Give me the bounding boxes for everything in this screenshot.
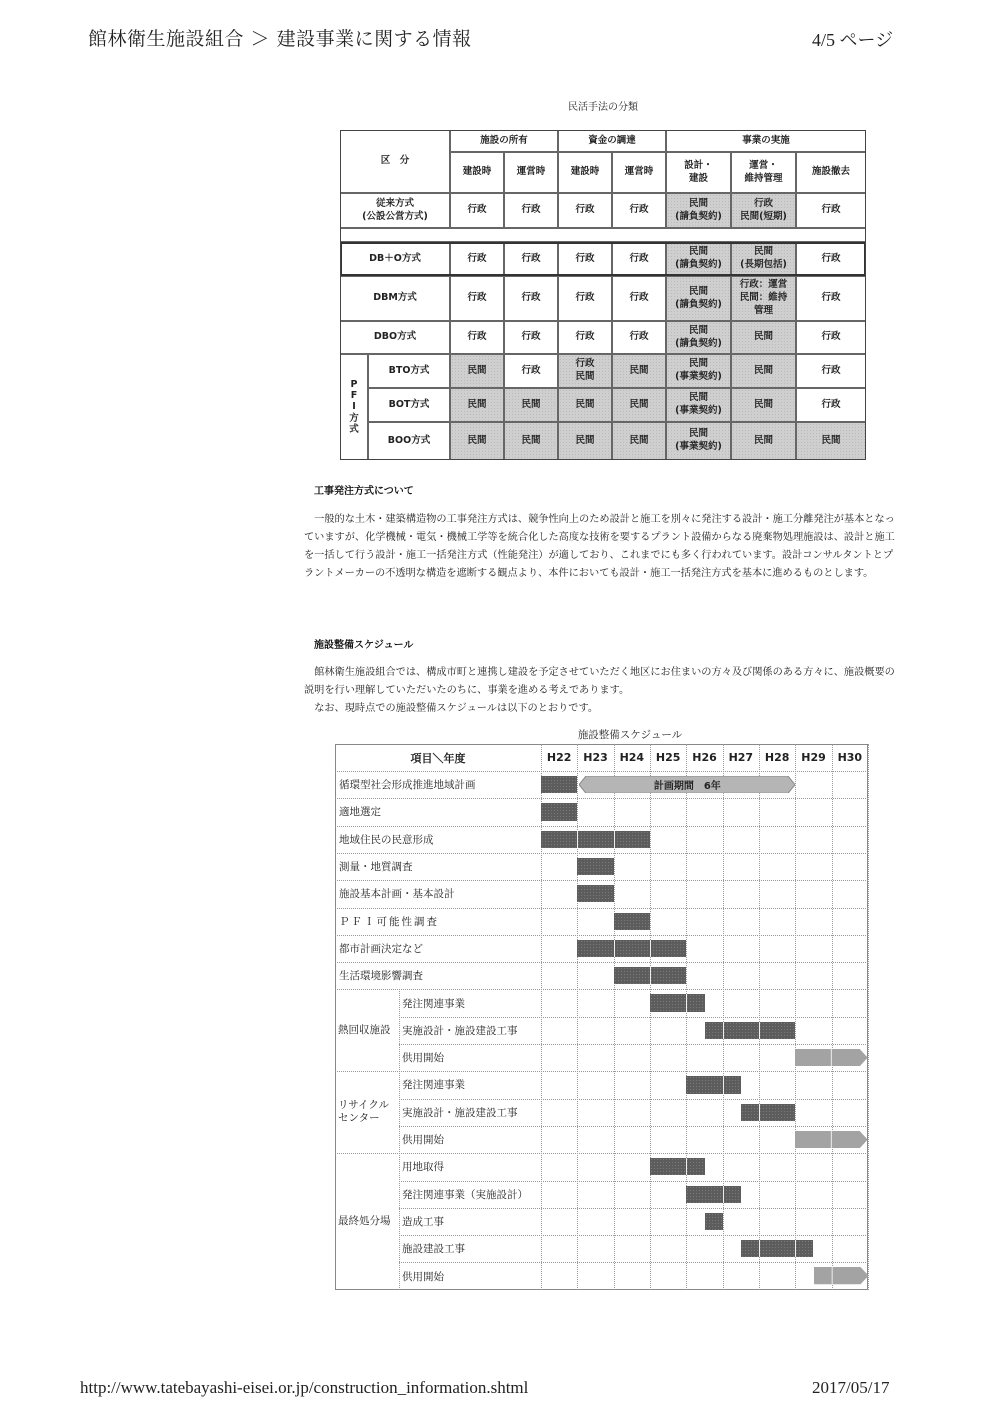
schedule-bar — [650, 1158, 705, 1175]
schedule-bar-arrow — [814, 1267, 869, 1284]
section-title-schedule: 施設整備スケジュール — [314, 640, 414, 651]
schedule-gantt-chart — [335, 744, 868, 1290]
schedule-bar — [705, 1022, 796, 1039]
method-cell: 民間 (請負契約) — [666, 321, 731, 354]
planning-period-label: 計画期間 6年 — [653, 781, 721, 793]
gantt-header-label: 項目＼年度 — [410, 751, 466, 765]
bar-year-separator — [686, 994, 687, 1011]
sub-header: 建設時 — [558, 152, 612, 193]
method-cell: 行政 — [796, 276, 866, 321]
bar-year-separator — [614, 831, 615, 848]
method-cell: 民間 — [731, 354, 796, 388]
method-cell: 行政 — [450, 193, 504, 228]
method-cell: 民間 (請負契約) — [666, 193, 731, 228]
sub-header: 設計・ 建設 — [666, 152, 731, 193]
grid-line-horizontal — [399, 1235, 868, 1236]
bar-year-separator — [759, 1240, 760, 1257]
method-cell: 行政 民間(短期) — [731, 193, 796, 228]
year-tick-label: H22 — [546, 751, 572, 764]
schedule-bar — [614, 913, 650, 930]
method-cell: 民間 (事業契約) — [666, 422, 731, 460]
row-label: 地域住民の民意形成 — [339, 833, 434, 846]
method-cell: 行政 — [504, 276, 558, 321]
method-cell: 行政 — [504, 193, 558, 228]
method-cell: 行政 — [450, 321, 504, 354]
sub-header: 施設撤去 — [796, 152, 866, 193]
row-label: 供用開始 — [402, 1052, 444, 1065]
method-cell: 行政 — [504, 242, 558, 276]
method-cell: 行政 — [450, 242, 504, 276]
bar-year-separator — [759, 1022, 760, 1039]
year-tick-label: H26 — [692, 751, 717, 764]
group-header: 資金の調達 — [558, 130, 666, 152]
schedule-bar — [705, 1213, 723, 1230]
method-cell: 行政 — [612, 276, 666, 321]
classification-caption: 民活手法の分類 — [568, 102, 638, 113]
year-tick-label: H25 — [655, 751, 681, 764]
bar-year-separator — [686, 1158, 687, 1175]
method-cell: 民間 — [796, 422, 866, 460]
method-cell: 行政：運営 民間：維持 管理 — [731, 276, 796, 321]
year-tick-label: H29 — [801, 751, 826, 764]
classification-table — [340, 130, 866, 460]
method-cell: 行政 — [558, 242, 612, 276]
schedule-bar — [741, 1240, 814, 1257]
method-cell: 民間 — [504, 388, 558, 422]
section-title-order-method: 工事発注方式について — [314, 486, 414, 497]
schedule-bar — [614, 967, 687, 984]
bar-year-separator — [723, 1022, 724, 1039]
row-label: 都市計画決定など — [339, 942, 423, 955]
row-label: 造成工事 — [402, 1215, 444, 1228]
schedule-bar — [741, 1104, 796, 1121]
method-cell: 民間 (事業契約) — [666, 354, 731, 388]
method-name: BOT方式 — [368, 388, 450, 422]
year-tick-label: H30 — [837, 751, 863, 764]
method-cell: 行政 民間 — [558, 354, 612, 388]
method-cell: 行政 — [558, 193, 612, 228]
method-cell: 行政 — [796, 354, 866, 388]
year-tick-label: H28 — [764, 751, 790, 764]
schedule-bar — [541, 776, 577, 793]
year-tick-label: H23 — [583, 751, 608, 764]
method-cell: 民間 — [731, 388, 796, 422]
method-cell: 民間 — [558, 422, 612, 460]
method-cell: 民間 (請負契約) — [666, 242, 731, 276]
method-cell: 行政 — [558, 321, 612, 354]
row-label: 発注関連事業 — [402, 1079, 465, 1092]
method-cell: 民間 (長期包括) — [731, 242, 796, 276]
schedule-bar — [686, 1186, 741, 1203]
method-name: BTO方式 — [368, 354, 450, 388]
row-label: 実施設計・施設建設工事 — [402, 1024, 518, 1037]
method-cell: 行政 — [504, 321, 558, 354]
highlight-frame — [340, 242, 866, 276]
row-label: 発注関連事業（実施設計） — [402, 1188, 528, 1201]
row-label: 発注関連事業 — [402, 997, 465, 1010]
bar-year-separator — [650, 967, 651, 984]
schedule-bar — [541, 803, 577, 820]
section-body-order-method: 一般的な土木・建築構造物の工事発注方式は、競争性向上のため設計と施工を別々に発注する設計・施工分離発注が基本となっていますが、化学機械・電気・機械工学等を統合化した高度な技術を要するプラント設備からなる廃棄物処理施設は、設計と施工を一括して行う設計・施工一括発注方式（性能発注）が適しており、これまでにも多く行われています。設計コンサルタントとプラントメーカーの不透明な構造を遮断する観点より、本件においても設計・施工一括発注方式を基本に進めるものとします。 — [304, 514, 895, 579]
schedule-note: なお、現時点での施設整備スケジュールは以下のとおりです。 — [314, 703, 599, 714]
year-tick-label: H27 — [728, 751, 754, 764]
table-gap-row — [340, 228, 866, 242]
method-cell: 行政 — [558, 276, 612, 321]
method-cell: 行政 — [612, 321, 666, 354]
schedule-bar — [577, 940, 686, 957]
method-cell: 民間 — [558, 388, 612, 422]
sub-header: 運営・ 維持管理 — [731, 152, 796, 193]
page-number: 4/5 ページ — [812, 30, 894, 50]
method-cell: 民間 — [450, 354, 504, 388]
method-cell: 行政 — [612, 242, 666, 276]
schedule-bar-arrow — [795, 1049, 868, 1066]
grid-line-horizontal — [335, 798, 868, 799]
method-cell: 行政 — [796, 193, 866, 228]
method-cell: 行政 — [796, 242, 866, 276]
method-name: DBO方式 — [340, 321, 450, 354]
gantt-title: 施設整備スケジュール — [577, 729, 683, 741]
group-header: 施設の所有 — [450, 130, 558, 152]
method-name: BOO方式 — [368, 422, 450, 460]
category-header: 区 分 — [340, 130, 450, 193]
grid-line-horizontal — [335, 853, 868, 854]
bar-year-separator — [650, 940, 651, 957]
row-label: 適地選定 — [339, 806, 381, 819]
schedule-bar — [686, 1076, 741, 1093]
group-header: 事業の実施 — [666, 130, 866, 152]
method-cell: 民間 — [731, 422, 796, 460]
group-label: 最終処分場 — [338, 1214, 391, 1227]
schedule-intro: 館林衛生施設組合では、構成市町と連携し建設を予定させていただく地区にお住まいの方々及び関係のある方々に、施設概要の説明を行い理解していただいたのちに、事業を進める考えであります。 — [304, 667, 895, 696]
row-label: 施設建設工事 — [402, 1243, 465, 1256]
row-label: 生活環境影響調査 — [339, 970, 423, 983]
method-name: 従来方式 (公設公営方式) — [340, 193, 450, 228]
bar-year-separator — [614, 940, 615, 957]
grid-line-horizontal — [399, 1262, 868, 1263]
method-cell: 行政 — [450, 276, 504, 321]
schedule-bar — [577, 885, 613, 902]
grid-line-horizontal — [399, 1044, 868, 1045]
row-label: 供用開始 — [402, 1134, 444, 1147]
method-cell: 行政 — [612, 193, 666, 228]
group-label: リサイクル センター — [338, 1099, 390, 1125]
method-cell: 民間 — [450, 422, 504, 460]
method-cell: 民間 — [612, 388, 666, 422]
schedule-bar — [650, 994, 705, 1011]
bar-year-separator — [723, 1186, 724, 1203]
schedule-bar — [577, 858, 613, 875]
method-cell: 行政 — [796, 388, 866, 422]
footer-date: 2017/05/17 — [812, 1378, 890, 1397]
row-label: ＰＦＩ可能性調査 — [339, 915, 439, 928]
method-cell: 民間 — [450, 388, 504, 422]
row-label: 施設基本計画・基本設計 — [339, 888, 455, 901]
bar-year-separator — [577, 831, 578, 848]
schedule-bar — [541, 831, 650, 848]
row-label: 供用開始 — [402, 1270, 444, 1283]
row-label: 循環型社会形成推進地域計画 — [339, 779, 476, 792]
grid-line-vertical — [868, 744, 869, 1290]
method-cell: 民間 (請負契約) — [666, 276, 731, 321]
footer-url: http://www.tatebayashi-eisei.or.jp/construction_information.shtml — [80, 1378, 529, 1397]
row-label: 用地取得 — [402, 1161, 444, 1174]
method-cell: 民間 — [612, 422, 666, 460]
grid-line-horizontal — [399, 1126, 868, 1127]
page-header-title: 館林衛生施設組合 ＞ 建設事業に関する情報 — [88, 28, 472, 50]
method-cell: 民間 — [504, 422, 558, 460]
method-name: DB＋O方式 — [340, 242, 450, 276]
method-name: DBM方式 — [340, 276, 450, 321]
sub-header: 運営時 — [504, 152, 558, 193]
method-cell: 民間 — [612, 354, 666, 388]
method-cell: 行政 — [796, 321, 866, 354]
schedule-bar-arrow — [795, 1131, 868, 1148]
year-tick-label: H24 — [619, 751, 645, 764]
method-cell: 行政 — [504, 354, 558, 388]
method-cell: 民間 — [731, 321, 796, 354]
row-label: 測量・地質調査 — [339, 861, 413, 874]
bar-year-separator — [723, 1076, 724, 1093]
method-cell: 民間 (事業契約) — [666, 388, 731, 422]
grid-line-horizontal — [399, 1208, 868, 1209]
bar-year-separator — [759, 1104, 760, 1121]
row-label: 実施設計・施設建設工事 — [402, 1106, 518, 1119]
sub-header: 運営時 — [612, 152, 666, 193]
bar-year-separator — [795, 1240, 796, 1257]
pfi-group-label: P F I 方 式 — [340, 354, 368, 460]
grid-line-vertical — [399, 989, 400, 1289]
sub-header: 建設時 — [450, 152, 504, 193]
group-label: 熱回収施設 — [338, 1023, 391, 1036]
